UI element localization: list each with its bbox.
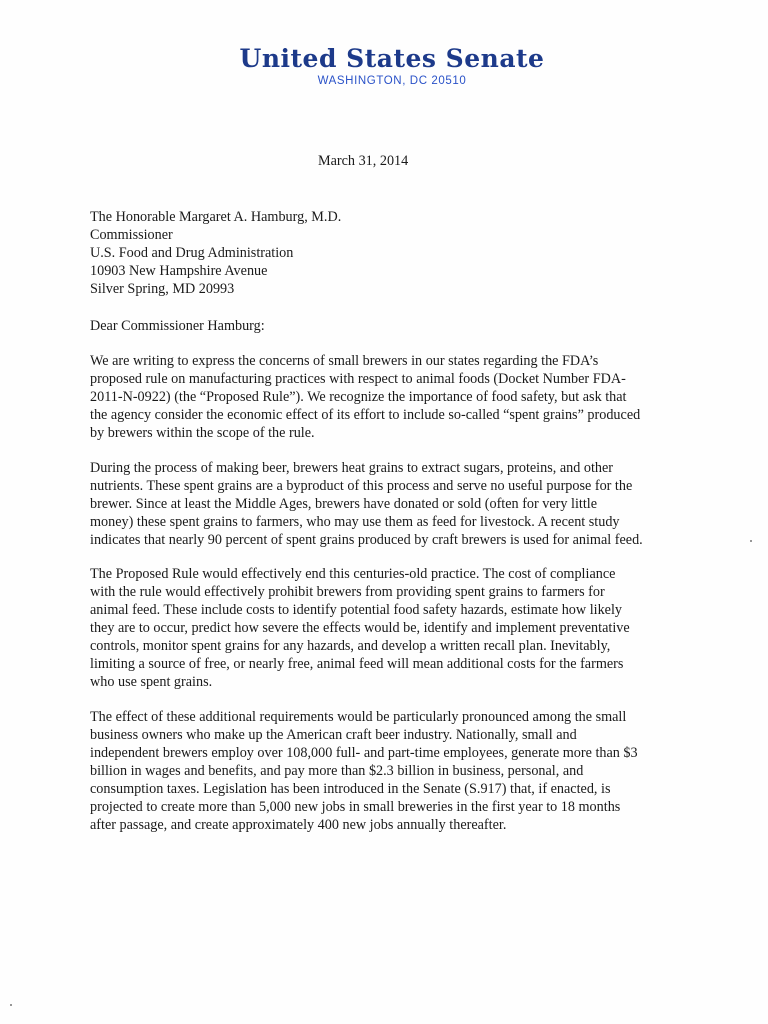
paragraph-line: the agency consider the economic effect of its effort to include so-called “spent grains” produced xyxy=(90,407,641,423)
paragraph-2 xyxy=(90,459,682,549)
recipient-city: Silver Spring, MD 20993 xyxy=(90,281,235,297)
paragraph-line: indicates that nearly 90 percent of spent grains produced by craft brewers is used for animal feed. xyxy=(90,532,643,548)
paragraph-line: business owners who make up the American craft beer industry. Nationally, small and xyxy=(90,727,577,743)
paragraph-1 xyxy=(90,352,682,442)
paragraph-line: We are writing to express the concerns of small brewers in our states regarding the FDA’s xyxy=(90,353,599,369)
paragraph-line: proposed rule on manufacturing practices with respect to animal foods (Docket Number FDA- xyxy=(90,371,626,387)
paragraph-line: nutrients. These spent grains are a byproduct of this process and serve no useful purpose for the xyxy=(90,478,633,494)
recipient-name: The Honorable Margaret A. Hamburg, M.D. xyxy=(90,209,342,225)
paragraph-line: after passage, and create approximately 400 new jobs annually thereafter. xyxy=(90,817,507,833)
paragraph-line: money) these spent grains to farmers, who may use them as feed for livestock. A recent study xyxy=(90,514,620,530)
letterhead-address: WASHINGTON, DC 20510 xyxy=(317,75,467,87)
letter-date: March 31, 2014 xyxy=(318,153,409,169)
paragraph-line: The Proposed Rule would effectively end this centuries-old practice. The cost of compliance xyxy=(90,566,616,582)
paragraph-line: consumption taxes. Legislation has been introduced in the Senate (S.917) that, if enacted, is xyxy=(90,781,611,797)
paragraph-line: who use spent grains. xyxy=(90,674,213,690)
paragraph-line: billion in wages and benefits, and pay more than $2.3 billion in business, personal, and xyxy=(90,763,584,779)
paragraph-3 xyxy=(90,565,682,691)
paragraph-line: with the rule would effectively prohibit brewers from providing spent grains to farmers for xyxy=(90,584,605,600)
paragraph-line: limiting a source of free, or nearly free, animal feed will mean additional costs for the farmers xyxy=(90,656,624,672)
paragraph-line: projected to create more than 5,000 new jobs in small breweries in the first year to 18 months xyxy=(90,799,621,815)
paragraph-4 xyxy=(90,708,682,834)
paragraph-line: independent brewers employ over 108,000 full- and part-time employees, generate more than $3 xyxy=(90,745,638,761)
paragraph-line: they are to occur, predict how severe the effects would be, identify and implement preventative xyxy=(90,620,630,636)
paragraph-line: 2011-N-0922) (the “Proposed Rule”). We recognize the importance of food safety, but ask that xyxy=(90,389,627,405)
recipient-title: Commissioner xyxy=(90,227,173,243)
letterhead-title: United States Senate xyxy=(239,44,545,73)
letterhead xyxy=(0,44,768,87)
recipient-address xyxy=(90,208,341,298)
paragraph-line: The effect of these additional requirements would be particularly pronounced among the small xyxy=(90,709,627,725)
recipient-agency: U.S. Food and Drug Administration xyxy=(90,245,294,261)
recipient-street: 10903 New Hampshire Avenue xyxy=(90,263,268,279)
salutation: Dear Commissioner Hamburg: xyxy=(90,318,265,334)
paragraph-line: During the process of making beer, brewers heat grains to extract sugars, proteins, and other xyxy=(90,460,614,476)
scan-speck xyxy=(750,540,752,542)
paragraph-line: brewer. Since at least the Middle Ages, brewers have donated or sold (often for very little xyxy=(90,496,598,512)
paragraph-line: animal feed. These include costs to identify potential food safety hazards, estimate how likely xyxy=(90,602,623,618)
scan-speck xyxy=(10,1004,12,1006)
paragraph-line: by brewers within the scope of the rule. xyxy=(90,425,315,441)
paragraph-line: controls, monitor spent grains for any hazards, and develop a written recall plan. Inevitably, xyxy=(90,638,611,654)
